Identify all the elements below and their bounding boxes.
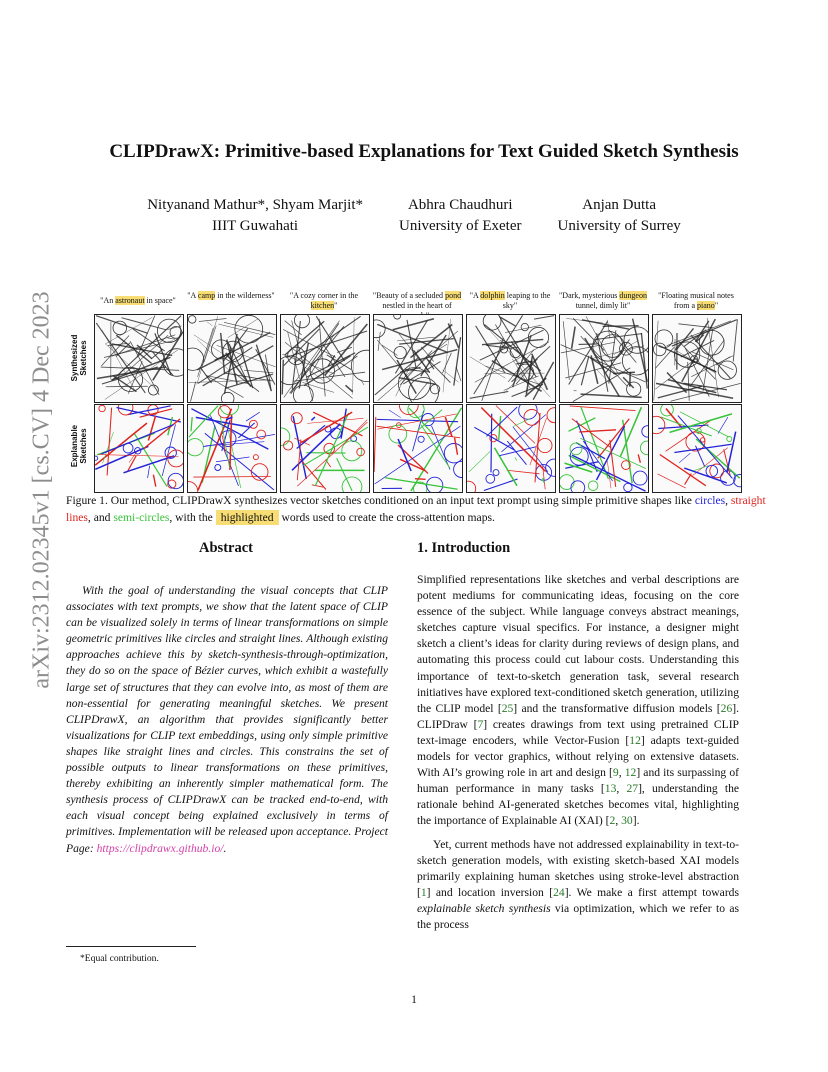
author-affiliation: IIIT Guwahati: [212, 218, 299, 234]
row-label-explanable: [65, 406, 93, 486]
synthesized-sketch: [466, 314, 556, 403]
synthesized-sketch: [280, 314, 370, 403]
caption-text: , with the: [169, 511, 216, 524]
arxiv-stamp-text: arXiv:2312.02345v1 [cs.CV] 4 Dec 2023: [28, 291, 55, 689]
intro-paragraph: Simplified representations like sketches and verbal descriptions are potent mediums for communicating ideas, focusing on the core essence of the subject. While language conveys abstract meanings, sketches capture visual specifics. For instance, a designer might sketch a client’s ideas for clarity during reviews of design plans, and automating this process could cut labour costs. Understanding this importance of text-to-sketch generation task, several research initiatives have explored text-conditioned sketch generation, utilizing the CLIP model [25] and the transformative diffusion models [26]. CLIPDraw [7] creates drawings from text using pretrained CLIP text-image encoders, while Vector-Fusion [12] adapts text-guided models for vector graphics, without relying on extensive datasets. With AI’s growing role in art and design [9, 12] and its surpassing of human performance in many tasks [13, 27], understanding the rationale behind AI-generated sketches becomes vital, highlighting the importance of Explainable AI (XAI) [2, 30].: [417, 573, 740, 828]
citation-link[interactable]: 30: [621, 814, 633, 828]
explanable-sketch: [373, 404, 463, 493]
caption-text: ,: [725, 494, 731, 507]
figure-prompt: "Dark, mysterious dungeon tunnel, dimly lit": [559, 291, 647, 310]
figure-caption: [66, 492, 768, 526]
author-names: Abhra Chaudhuri: [407, 197, 513, 213]
synthesized-sketch: [187, 314, 277, 403]
citation-link[interactable]: 27: [626, 782, 639, 796]
figure-1: [65, 290, 765, 490]
explanable-sketch: [559, 404, 649, 493]
row-label-text: Synthesized Sketches: [70, 334, 88, 382]
introduction-body: [417, 572, 739, 933]
abstract-text: With the goal of understanding the visual concepts that CLIP associates with text prompts, we show that the latent space of CLIP can be visualized solely in terms of linear transformations on simple geometric primitives like circles and straight lines. Although existing approaches achieve this by sketch-synthesis-through-optimization, they do so on the space of Bézier curves, which exhibit a wastefully large set of structures that they can evolve into, as most of them are non-essential for generating meaningful sketches. We present CLIPDrawX, an algorithm that provides significantly better visualizations for CLIP text embeddings, using only simple primitive shapes like straight lines and circles. This constrains the set of possible outputs to linear transformations on these primitives, thereby exhibiting an inherently simpler mathematical form. The synthesis process of CLIPDrawX can be tracked end-to-end, with each visual concept being explained exclusively in terms of primitives. Implementation will be released upon acceptance. Project Page:: [66, 584, 388, 855]
prompt-highlight: camp: [197, 291, 216, 300]
footnote-rule: [66, 946, 196, 947]
synthesized-sketch: [559, 314, 649, 403]
explanable-sketch: [280, 404, 370, 493]
caption-text: , and: [87, 511, 114, 524]
page-number: 1: [411, 993, 417, 1006]
caption-straight-lines: straight lines: [66, 494, 766, 524]
author-names: Nityanand Mathur*, Shyam Marjit*: [147, 197, 364, 213]
prompt-highlight: pond: [445, 291, 462, 300]
explanable-sketch: [466, 404, 556, 493]
abstract-body: [66, 583, 388, 857]
author-group: [557, 195, 680, 237]
prompt-highlight: astronaut: [115, 296, 145, 305]
caption-circles: circles: [694, 494, 726, 507]
abstract-heading: Abstract: [199, 540, 253, 556]
synthesized-sketch: [652, 314, 742, 403]
paper-title: CLIPDrawX: Primitive-based Explanations for Text Guided Sketch Synthesis: [109, 141, 739, 162]
explanable-sketch: [187, 404, 277, 493]
author-affiliation: University of Exeter: [399, 218, 522, 234]
author-affiliation: University of Surrey: [557, 218, 681, 234]
caption-text: words used to create the cross-attention maps.: [278, 511, 495, 524]
figure-prompt: "Floating musical notes from a piano": [658, 291, 734, 310]
row-label-text: Explanable Sketches: [70, 424, 88, 468]
introduction-heading: 1. Introduction: [417, 540, 511, 556]
figure-prompt: "A cozy corner in the kitchen": [289, 291, 359, 310]
citation-link[interactable]: 2: [609, 814, 616, 828]
figure-prompt: "Beauty of a secluded pond nestled in the heart of: [372, 291, 462, 310]
emphasis-text: explainable sketch synthesis: [417, 901, 551, 915]
explanable-sketch: [652, 404, 742, 493]
figure-prompt: "A dolphin leaping to the sky": [469, 291, 551, 310]
caption-semi-circles: semi-circles: [113, 511, 170, 524]
figure-prompt: "A camp in the wilderness": [187, 291, 275, 300]
arxiv-stamp: [22, 290, 62, 690]
citation-link[interactable]: 9: [612, 766, 619, 780]
citation-link[interactable]: 13: [604, 782, 617, 796]
author-block: [60, 195, 768, 237]
prompt-highlight: dungeon: [619, 291, 647, 300]
explanable-sketch: [94, 404, 184, 493]
prompt-highlight: piano: [697, 301, 715, 310]
project-page-link[interactable]: https://clipdrawx.github.io/: [96, 841, 224, 855]
prompt-highlight: kitchen: [310, 301, 335, 310]
citation-link[interactable]: 1: [420, 885, 427, 899]
citation-link[interactable]: 12: [624, 766, 637, 780]
citation-link[interactable]: 25: [501, 701, 514, 715]
author-group: [147, 195, 363, 237]
citation-link[interactable]: 7: [477, 717, 484, 731]
figure-prompt: "An astronaut in space": [100, 296, 176, 305]
synthesized-sketch: [373, 314, 463, 403]
synthesized-sketch: [94, 314, 184, 403]
row-label-synthesized: [65, 318, 93, 398]
footnote: *Equal contribution.: [80, 953, 159, 964]
citation-link[interactable]: 26: [720, 701, 733, 715]
caption-text: Figure 1. Our method, CLIPDrawX synthesizes vector sketches conditioned on an input text prompt using simple primitive shapes like: [66, 494, 695, 507]
intro-paragraph: Yet, current methods have not addressed explainability in text-to-sketch generation models, with existing sketch-based XAI models primarily explaining human sketches using stroke-level abstraction [1] and location inversion [24]. We make a first attempt towards explainable sketch synthesis via optimization, which we refer to as the process: [417, 837, 739, 931]
citation-link[interactable]: 24: [553, 885, 565, 899]
prompt-highlight: dolphin: [480, 291, 505, 300]
abstract-text: .: [223, 841, 227, 855]
author-names: Anjan Dutta: [582, 197, 656, 213]
citation-link[interactable]: 12: [629, 733, 641, 747]
caption-highlighted: highlighted: [216, 510, 279, 525]
author-group: [399, 195, 521, 237]
